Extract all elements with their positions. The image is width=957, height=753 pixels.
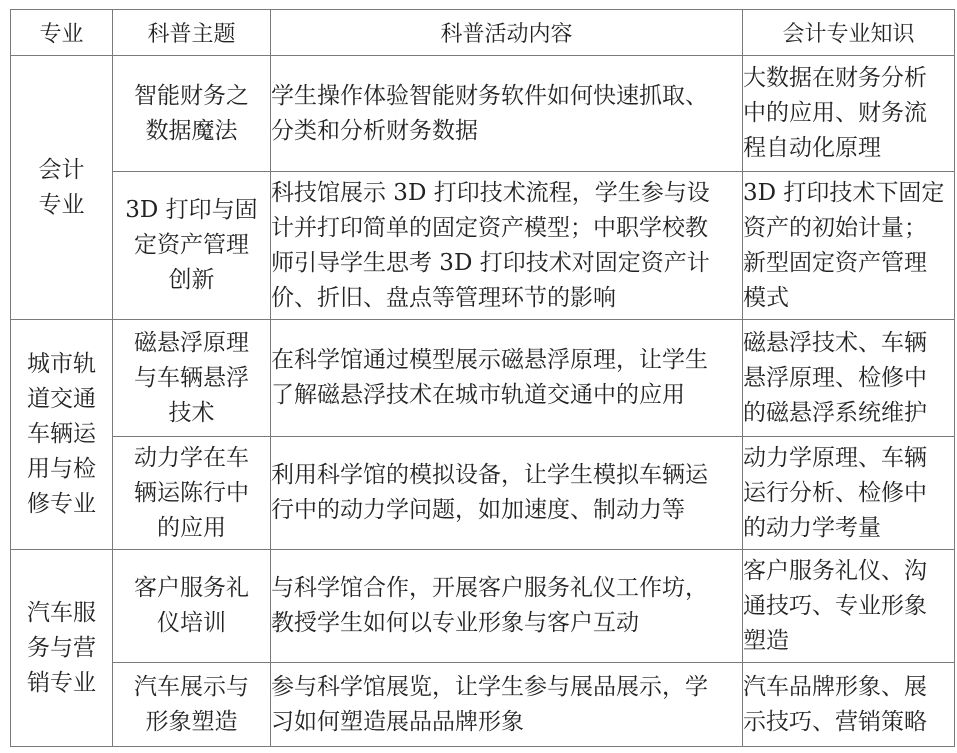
content-text: 利用科学馆的模拟设备，让学生模拟车辆运 行中的动力学问题，如加速度、制动力等 xyxy=(271,462,708,523)
knowledge-cell xyxy=(743,172,955,320)
knowledge-cell xyxy=(743,56,955,172)
major-label: 汽车服 务与营 销专业 xyxy=(27,599,96,696)
content-cell xyxy=(271,437,743,550)
knowledge-cell xyxy=(743,550,955,663)
knowledge-text: 汽车品牌形象、展 示技巧、营销策略 xyxy=(743,673,927,735)
header-row xyxy=(11,10,955,56)
topic-text: 智能财务之 数据魔法 xyxy=(134,82,249,144)
table-row xyxy=(11,172,955,320)
topic-text: 客户服务礼 仪培训 xyxy=(134,575,249,636)
content-text: 科技馆展示 3D 打印技术流程，学生参与设 计并打印简单的固定资产模型；中职学校教 师引导学生思考 3D 打印技术对固定资产计 价、折旧、盘点等管理环节的影响 xyxy=(271,179,710,311)
major-cell-auto-service xyxy=(11,550,113,747)
topic-text: 3D 打印与固 定资产管理 创新 xyxy=(125,197,258,293)
knowledge-cell xyxy=(743,437,955,550)
science-activity-table xyxy=(10,9,955,747)
major-label: 会计 专业 xyxy=(38,156,85,218)
knowledge-cell xyxy=(743,320,955,437)
content-text: 与科学馆合作，开展客户服务礼仪工作坊， 教授学生如何以专业形象与客户互动 xyxy=(271,575,708,636)
topic-cell xyxy=(113,320,271,437)
content-text: 参与科学馆展览，让学生参与展品展示，学 习如何塑造展品品牌形象 xyxy=(271,673,708,735)
knowledge-text: 3D 打印技术下固定 资产的初始计量； 新型固定资产管理 模式 xyxy=(743,179,945,311)
header-topic: 科普主题 xyxy=(113,10,271,56)
content-cell xyxy=(271,172,743,320)
content-text: 学生操作体验智能财务软件如何快速抓取、 分类和分析财务数据 xyxy=(271,82,708,144)
table-row xyxy=(11,550,955,663)
topic-text: 磁悬浮原理 与车辆悬浮 技术 xyxy=(134,329,249,426)
major-cell-rail-transit xyxy=(11,320,113,550)
header-content: 科普活动内容 xyxy=(271,10,743,56)
table-row xyxy=(11,663,955,747)
table-row xyxy=(11,437,955,550)
topic-text: 汽车展示与 形象塑造 xyxy=(134,673,249,735)
major-cell-accounting xyxy=(11,56,113,320)
table-row xyxy=(11,320,955,437)
topic-cell xyxy=(113,172,271,320)
knowledge-cell xyxy=(743,663,955,747)
content-cell xyxy=(271,663,743,747)
major-label: 城市轨 道交通 车辆运 用与检 修专业 xyxy=(27,351,96,517)
knowledge-text: 大数据在财务分析 中的应用、财务流 程自动化原理 xyxy=(743,65,927,161)
content-cell xyxy=(271,56,743,172)
content-cell xyxy=(271,320,743,437)
topic-cell xyxy=(113,56,271,172)
topic-text: 动力学在车 辆运陈行中 的应用 xyxy=(134,444,249,541)
table-row xyxy=(11,56,955,172)
topic-cell xyxy=(113,437,271,550)
header-major: 专业 xyxy=(11,10,113,56)
topic-cell xyxy=(113,663,271,747)
topic-cell xyxy=(113,550,271,663)
content-text: 在科学馆通过模型展示磁悬浮原理，让学生 了解磁悬浮技术在城市轨道交通中的应用 xyxy=(271,347,708,408)
knowledge-text: 动力学原理、车辆 运行分析、检修中 的动力学考量 xyxy=(743,444,927,541)
content-cell xyxy=(271,550,743,663)
knowledge-text: 磁悬浮技术、车辆 悬浮原理、检修中 的磁悬浮系统维护 xyxy=(743,329,927,426)
header-knowledge: 会计专业知识 xyxy=(743,10,955,56)
knowledge-text: 客户服务礼仪、沟 通技巧、专业形象 塑造 xyxy=(743,557,927,654)
